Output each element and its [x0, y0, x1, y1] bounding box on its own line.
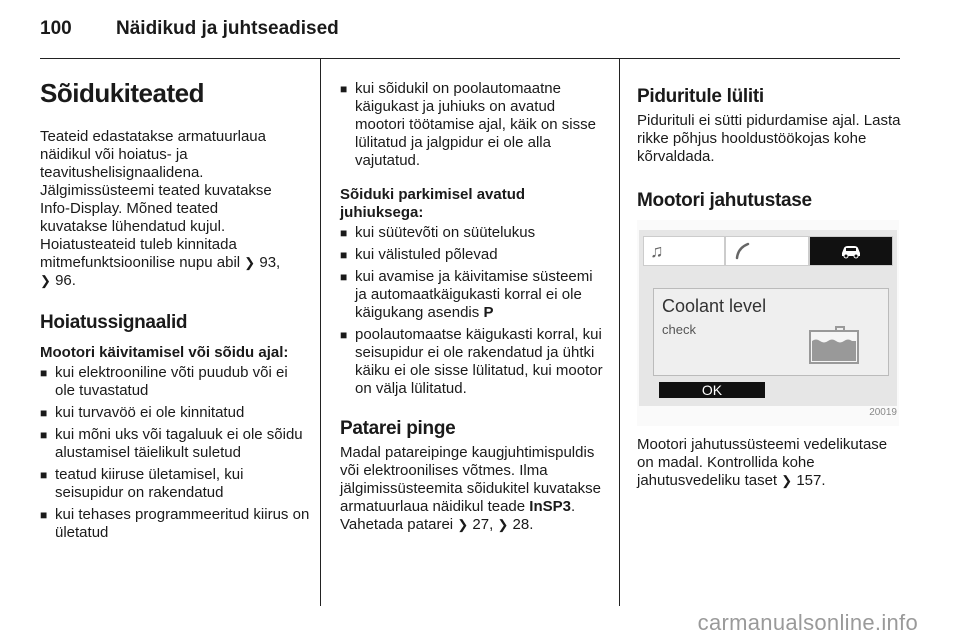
- subheading: Mootori käivitamisel või sõidu ajal:: [40, 344, 289, 361]
- figure-number: 20019: [869, 407, 897, 418]
- car-icon: [840, 243, 862, 259]
- intro-paragraph: Teateid edastatakse armatuurlaua näidikul või hoiatus- ja teavitushelisignaalidena. Jälgimissüsteemi teated kuvatakse Info-Display. Mõned teated kuvatakse lühendatud kujul. Hoiatusteateid tuleb kinnitada mitmefunktsioonilise nupu abil ❯ 93, ❯ 96.: [40, 128, 281, 289]
- message-title: Coolant level: [662, 296, 767, 316]
- list-item: ■ poolautomaatse käigukasti korral, kui seisupidur ei ole rakendatud ja ühtki käiku ei ole sisse lülitatud, kui mootor on välja lülitatud.: [340, 326, 608, 398]
- page-number: 100: [40, 18, 72, 39]
- chapter-title: Näidikud ja juhtseadised: [116, 18, 339, 39]
- page-ref-arrow-icon: ❯: [40, 273, 51, 288]
- phone-icon: [732, 240, 754, 262]
- tab-audio: [643, 236, 725, 266]
- column-2: [340, 80, 608, 534]
- list-item: ■ kui mõni uks või tagaluuk ei ole sõidu alustamisel täielikult suletud: [40, 426, 310, 462]
- column-3: [637, 86, 903, 490]
- music-note-icon: ♫: [650, 241, 664, 261]
- list-item: ■ kui sõidukil on poolautomaatne käigukast ja juhiuks on avatud mootori töötamise ajal, käik on sisse lülitatud ja jalgpidur ei ole alla vajutatud.: [340, 80, 608, 170]
- display-tab-bar: [643, 236, 893, 266]
- battery-paragraph: Madal patareipinge kaugjuhtimispuldis või elektroonilises võtmes. Ilma jälgimissüsteemita sõidukitel kuvatakse armatuurlaua näidikul teade InSP3. Vahetada patarei ❯ 27, ❯ 28.: [340, 444, 601, 533]
- page-ref-arrow-icon: ❯: [457, 517, 469, 532]
- bullet-list: [340, 224, 608, 398]
- tab-vehicle: [809, 236, 893, 266]
- page-ref[interactable]: 96.: [55, 272, 76, 289]
- column-divider-2: [619, 58, 620, 606]
- watermark: carmanualsonline.info: [697, 610, 918, 635]
- section-title: Sõidukiteated: [40, 78, 204, 108]
- column-divider-1: [320, 58, 321, 606]
- list-item: ■ kui turvavöö ei ole kinnitatud: [40, 404, 310, 422]
- list-item: ■ kui välistuled põlevad: [340, 246, 608, 264]
- header-rule: [40, 58, 900, 59]
- page-header: [40, 18, 339, 40]
- list-item: ■ teatud kiiruse ületamisel, kui seisupidur on rakendatud: [40, 466, 310, 502]
- gear-position: P: [483, 304, 494, 321]
- coolant-reservoir-icon: [808, 325, 860, 365]
- coolant-title: Mootori jahutustase: [637, 190, 812, 211]
- page-ref[interactable]: 93,: [259, 254, 281, 271]
- list-item: ■ kui elektrooniline võti puudub või ei ole tuvastatud: [40, 364, 310, 400]
- subheading: Sõiduki parkimisel avatud juhiuksega:: [340, 186, 526, 221]
- coolant-paragraph: Mootori jahutussüsteemi vedelikutase on madal. Kontrollida kohe jahutusvedeliku taset ❯ 157.: [637, 436, 888, 489]
- page-ref-arrow-icon: ❯: [781, 473, 793, 488]
- page-ref[interactable]: 27,: [472, 516, 494, 533]
- subsection-title: Hoiatussignaalid: [40, 312, 188, 333]
- list-item: ■ kui süütevõti on süütelukus: [340, 224, 608, 242]
- warning-message-panel: [653, 288, 889, 376]
- ok-button[interactable]: OK: [659, 382, 765, 398]
- brake-title: Piduritule lüliti: [637, 86, 764, 107]
- battery-title: Patarei pinge: [340, 418, 456, 439]
- brake-paragraph: Piduritulі ei sütti pidurdamise ajal. Lasta rikke põhjus hooldustöökojas kohe kõrvaldada.: [637, 112, 901, 165]
- info-display: [639, 230, 897, 406]
- tab-phone: [725, 236, 809, 266]
- page-ref-arrow-icon: ❯: [497, 517, 509, 532]
- bullet-list-continued: [340, 80, 608, 170]
- column-1: [40, 70, 310, 546]
- page-ref[interactable]: 157.: [796, 472, 826, 489]
- list-item: ■ kui tehases programmeeritud kiirus on ületatud: [40, 506, 310, 542]
- coolant-display-figure: [637, 220, 899, 426]
- message-code: InSP3: [529, 498, 571, 515]
- page-ref-arrow-icon: ❯: [244, 255, 256, 270]
- page-ref[interactable]: 28.: [512, 516, 534, 533]
- list-item: ■ kui avamise ja käivitamise süsteemi ja automaatkäigukasti korral ei ole käigukang asendis P: [340, 268, 608, 322]
- bullet-list: [40, 364, 310, 542]
- message-subtitle: check: [662, 322, 696, 337]
